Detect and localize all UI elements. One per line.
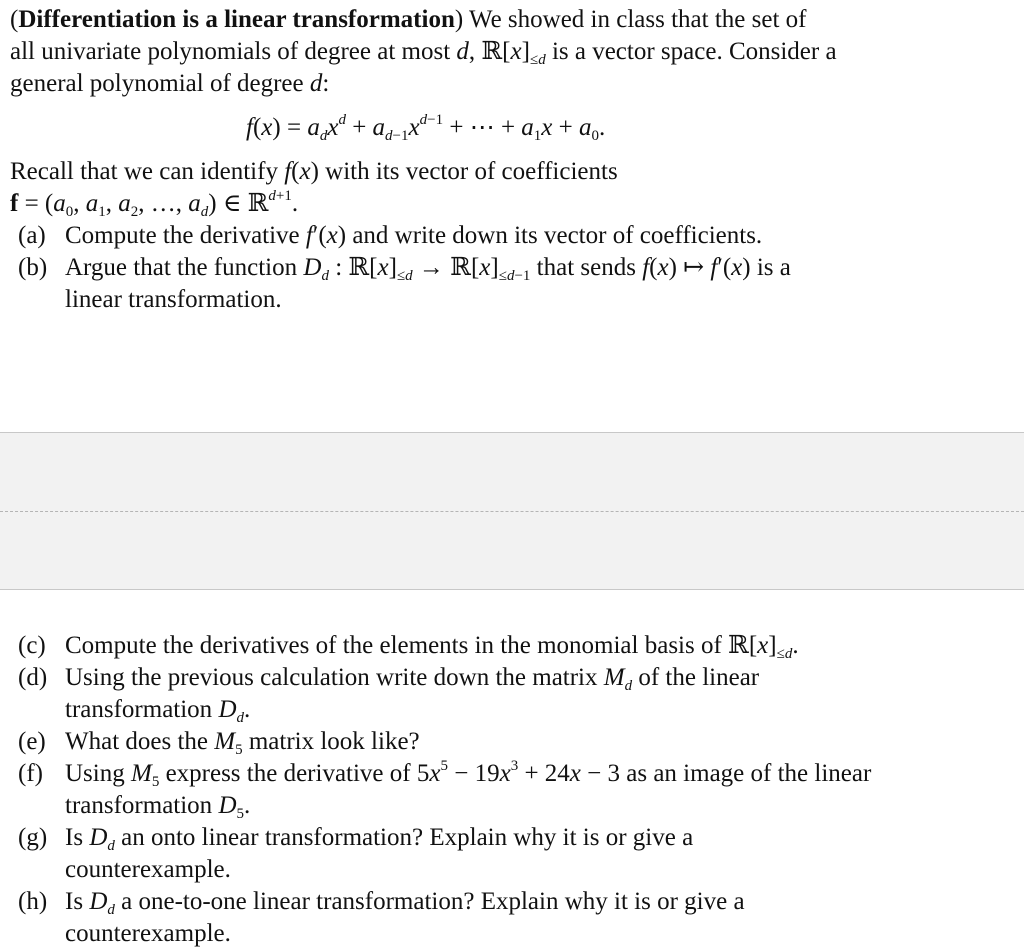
polynomial-equation: $f(x) = a_dx^d + a_{d-1}x^{d-1}$ + ⋯ + $a_1x + a_0$. — [246, 112, 606, 144]
part-d-label: (d) — [18, 664, 48, 691]
part-b-label: (b) — [18, 254, 48, 281]
part-c-text: Compute the derivatives of the elements in the monomial basis of $ℝ[x]_{\le d}$. — [65, 632, 799, 662]
answer-box[interactable] — [0, 432, 1024, 590]
problem-intro-line-1: (Differentiation is a linear transformation) We showed in class that the set of — [10, 6, 807, 33]
problem-intro-line-2: all univariate polynomials of degree at most d, $ℝ[x]_{\le d}$ is a vector space. Consider a — [10, 38, 837, 68]
part-a-text: Compute the derivative f′(x) and write down its vector of coefficients. — [65, 222, 763, 249]
intro-line-1-rest: We showed in class that the set of — [463, 6, 807, 33]
part-e-label: (e) — [18, 728, 46, 755]
coefficient-vector: $f = (a_0$, $a_1$, $a_2$, …, $a_d$) ∈ ℝ$^{d+1}$. — [10, 188, 299, 220]
answer-box-divider — [0, 511, 1024, 512]
part-g-label: (g) — [18, 824, 48, 851]
part-a-label: (a) — [18, 222, 46, 249]
part-g-text: Is $D_d$ an onto linear transformation? Explain why it is or give a counterexample. — [65, 824, 694, 883]
problem-intro-line-3: general polynomial of degree d: — [10, 70, 330, 97]
recall-line: Recall that we can identify f(x) with its vector of coefficients — [10, 158, 618, 185]
part-b-text: Argue that the function $D_d$ : $ℝ[x]_{\le d}$ → $ℝ[x]_{\le d-1}$ that sends f(x) ↦ f′(x) is a linear transformation. — [65, 254, 791, 313]
part-d-text: Using the previous calculation write down the matrix $M_d$ of the linear transformation $D_d$. — [65, 664, 760, 726]
part-f-label: (f) — [18, 760, 43, 787]
part-e-text: What does the $M_5$ matrix look like? — [65, 728, 420, 758]
part-h-text: Is $D_d$ a one-to-one linear transformation? Explain why it is or give a counterexample. — [65, 888, 745, 947]
part-c-label: (c) — [18, 632, 46, 659]
part-h-label: (h) — [18, 888, 48, 915]
part-f-text: Using $M_5$ express the derivative of $5x^5 - 19x^3 + 24x - 3$ as an image of the linear transformation $D_5$. — [65, 758, 872, 822]
problem-title: Differentiation is a linear transformation — [18, 6, 455, 33]
